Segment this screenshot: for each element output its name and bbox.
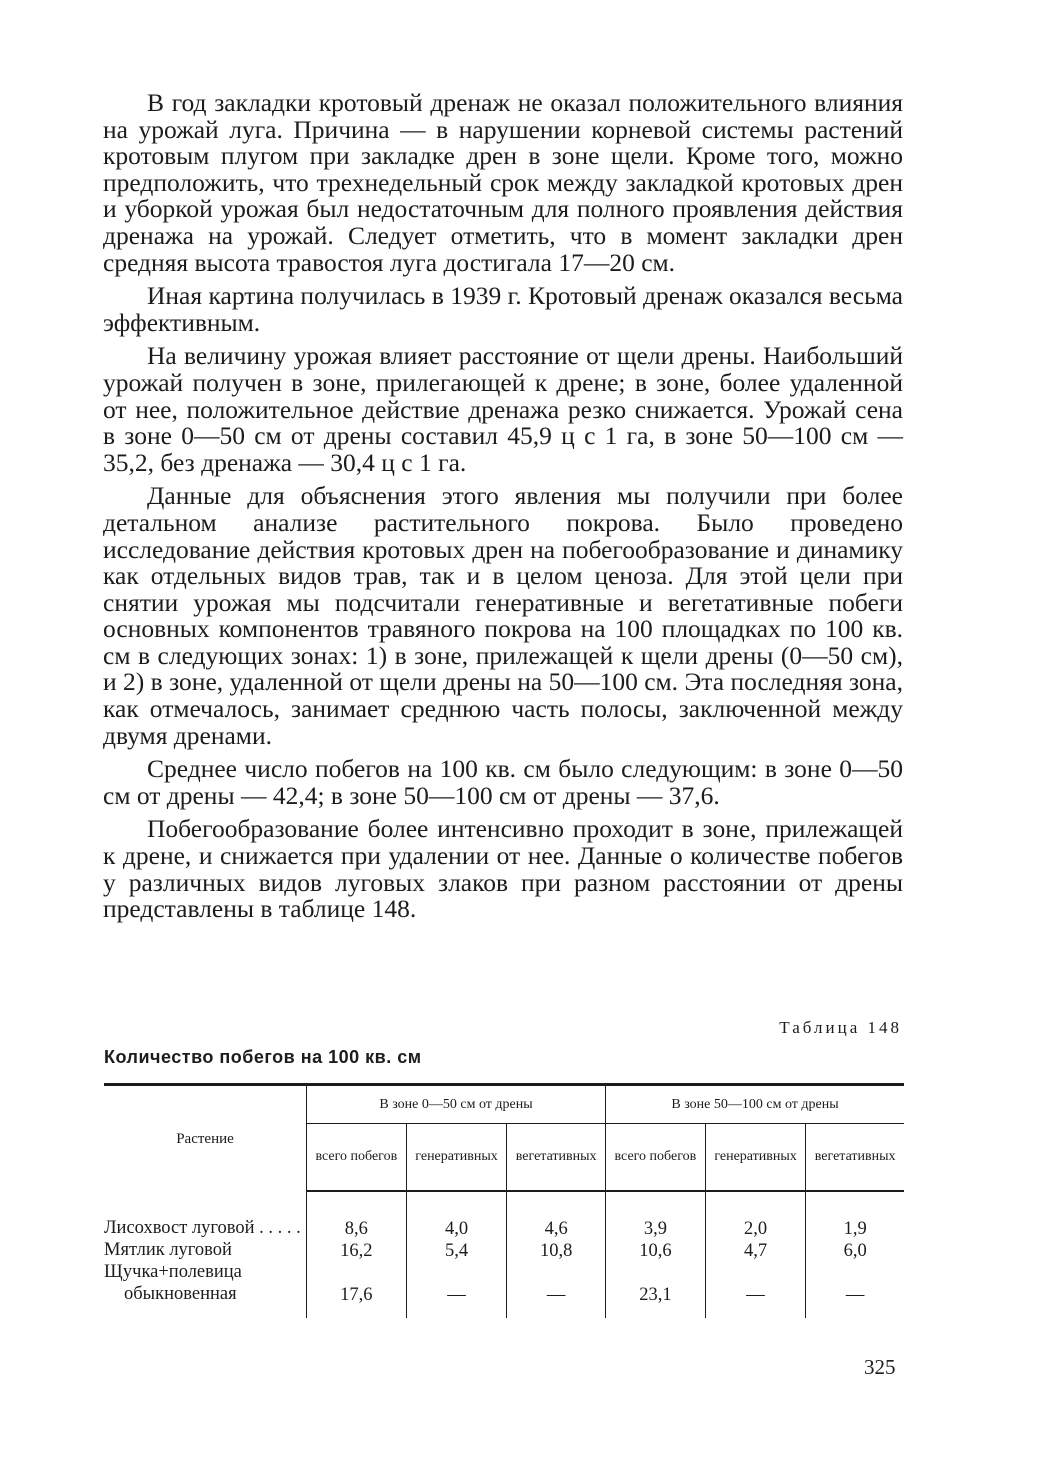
zone2-total-cell: [606, 1191, 706, 1318]
table-cell: 1,9: [843, 1219, 867, 1239]
plant-column-header: Растение: [176, 1130, 234, 1147]
table-cell: 17,6: [340, 1285, 373, 1305]
zone2-generative-cell: [705, 1191, 806, 1318]
paragraph: На величину урожая влияет расстояние от щели дрены. Наибольший урожай получен в зоне, прилегающей к дрене; в зоне, более удаленной от нее, положительное действие дренажа резко снижается. Урожай сена в зоне 0—50 см от дрены составил 45,9 ц с 1 га, в зоне 50—100 см — 35,2, без дренажа — 30,4 ц с 1 га.: [103, 341, 903, 477]
shoots-table: [104, 1083, 904, 1318]
table-cell: —: [845, 1285, 865, 1305]
table-cell: 23,1: [639, 1285, 672, 1305]
subheader-generative: генеративных: [705, 1124, 806, 1192]
paragraph: Среднее число побегов на 100 кв. см было следующим: в зоне 0—50 см от дрены — 42,4; в зоне 50—100 см от дрены — 37,6.: [103, 754, 903, 810]
table-body-row: [104, 1191, 904, 1318]
zone-1-header: В зоне 0—50 см от дрены: [307, 1085, 606, 1124]
plant-names-cell: [104, 1191, 307, 1318]
table-cell: 5,4: [444, 1241, 469, 1261]
subheader-vegetative: вегетативных: [806, 1124, 904, 1192]
table-cell: —: [746, 1285, 765, 1305]
table-title: Количество побегов на 100 кв. см: [104, 1047, 422, 1067]
plant-name: Мятлик луговой: [104, 1240, 232, 1260]
zone1-total-cell: [307, 1191, 407, 1318]
subheader-total: всего побегов: [307, 1124, 407, 1192]
table-cell: 4,0: [444, 1219, 469, 1239]
zone1-generative-cell: [406, 1191, 507, 1318]
paragraph: Иная картина получилась в 1939 г. Кротовый дренаж оказался весьма эффективным.: [103, 281, 903, 337]
paragraph: Данные для объяснения этого явления мы получили при более детальном анализе растительного покрова. Было проведено исследование действия кротовых дрен на побегообразование и динамику как отдельных видов трав, так и в целом ценоза. Для этой цели при снятии урожая мы подсчитали генеративные и вегетативные побеги основных компонентов травяного покрова на 100 площадках по 100 кв. см в следующих зонах: 1) в зоне, прилежащей к щели дрены (0—50 см), и 2) в зоне, удаленной от щели дрены на 50—100 см. Эта последняя зона, как отмечалось, занимает среднюю часть полосы, заключенной между двумя дренами.: [103, 481, 903, 750]
plant-name: Щучка+полевица: [104, 1262, 242, 1282]
paragraph: В год закладки кротовый дренаж не оказал положительного влияния на урожай луга. Причина — в нарушении корневой системы растений кротовым плугом при закладке дрен в зоне щели. Кроме того, можно предположить, что трехнедельный срок между закладкой кротовых дрен и уборкой урожая был недостаточным для полного проявления действия дренажа на урожай. Следует отметить, что в момент закладки дрен средняя высота травостоя луга достигала 17—20 см.: [103, 88, 903, 277]
table-cell: 3,9: [643, 1219, 667, 1239]
table-cell: 4,7: [743, 1241, 768, 1261]
subheader-vegetative: вегетативных: [507, 1124, 606, 1192]
table-cell: 8,6: [344, 1219, 368, 1239]
table-cell: —: [447, 1285, 466, 1305]
zone2-vegetative-cell: [806, 1191, 904, 1318]
table-cell: 2,0: [743, 1219, 768, 1239]
table-cell: 16,2: [340, 1241, 373, 1261]
subheader-generative: генеративных: [406, 1124, 507, 1192]
table-cell: 10,8: [539, 1241, 573, 1261]
page-number: 325: [864, 1355, 896, 1379]
subheader-total: всего побегов: [606, 1124, 706, 1192]
paragraph: Побегообразование более интенсивно проходит в зоне, прилежащей к дрене, и снижается при удалении от нее. Данные о количестве побегов у различных видов луговых злаков при разном расстоянии от дрены представлены в таблице 148.: [103, 814, 903, 924]
plant-name: Лисохвост луговой . . . . .: [104, 1218, 301, 1238]
zone1-vegetative-cell: [507, 1191, 606, 1318]
table-cell: 10,6: [639, 1241, 672, 1261]
table-label: Таблица 148: [779, 1018, 902, 1037]
table-cell: 6,0: [843, 1241, 867, 1261]
table-header-row: [104, 1085, 904, 1124]
table-cell: 4,6: [544, 1219, 568, 1239]
plant-name-continued: обыкновенная: [124, 1284, 237, 1304]
zone-2-header: В зоне 50—100 см от дрены: [606, 1085, 904, 1124]
body-text: [103, 90, 903, 930]
table-cell: —: [546, 1285, 566, 1305]
